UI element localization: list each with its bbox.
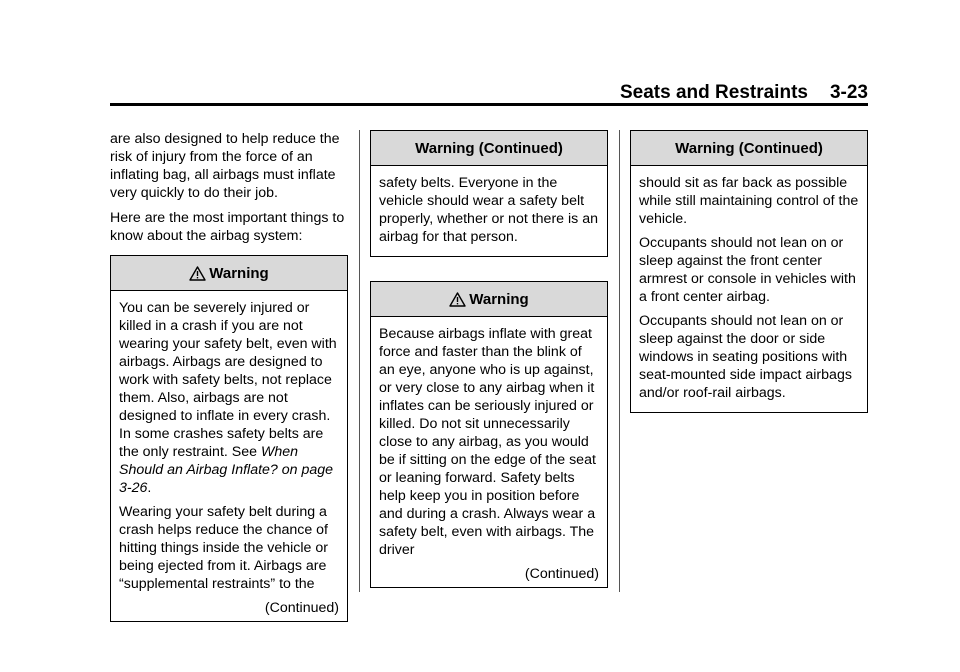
continued-label: (Continued) bbox=[264, 600, 339, 616]
warning-body bbox=[111, 291, 347, 621]
warning-paragraph bbox=[119, 299, 339, 497]
warning-box bbox=[370, 281, 608, 588]
warning-paragraph: Occupants should not lean on or sleep against the door or side windows in seating positions with seat-mounted side impact airbags and/or roof-rail airbags. bbox=[639, 313, 852, 401]
warning-header bbox=[111, 256, 347, 291]
warning-triangle-icon bbox=[449, 285, 466, 321]
warning-continued-box bbox=[630, 130, 868, 413]
warning-paragraph: Because airbags inflate with great force and faster than the blink of an eye, anyone who is up against, or very close to any airbag when it inflates can be seriously injured or killed. Do not sit unnecessarily close to any airbag, as you would be if sitting on the edge of the seat or leaning forward. Safety belts help keep you in position before and during a crash. Always wear a safety belt, even with airbags. The driver bbox=[379, 326, 596, 558]
warning-title: Warning bbox=[469, 291, 529, 308]
warning-title: Warning bbox=[209, 265, 269, 282]
warning-triangle-icon bbox=[189, 259, 206, 295]
warning-paragraph: should sit as far back as possible while still maintaining control of the vehicle. bbox=[639, 175, 859, 227]
cross-reference: When Should an Airbag Inflate? on page 3-26 bbox=[119, 444, 334, 496]
body-paragraph: are also designed to help reduce the risk of injury from the force of an inflating bag, all airbags must inflate very quickly to do their job. bbox=[110, 131, 340, 201]
column-3 bbox=[630, 130, 868, 437]
warning-text-end: . bbox=[147, 480, 152, 496]
warning-paragraph: safety belts. Everyone in the vehicle should wear a safety belt properly, whether or not there is an airbag for that person. bbox=[379, 175, 598, 245]
warning-paragraph: Wearing your safety belt during a crash helps reduce the chance of hitting things inside the vehicle or being ejected from it. Airbags are “supplemental restraints” to the bbox=[119, 504, 329, 592]
warning-header bbox=[371, 282, 607, 317]
page-number: 3-23 bbox=[829, 82, 868, 103]
warning-body bbox=[631, 166, 867, 412]
continued-label: (Continued) bbox=[524, 566, 599, 582]
warning-body bbox=[371, 166, 607, 256]
warning-text: You can be severely injured or killed in a crash if you are not wearing your safety belt, even with airbags. Airbags are designed to work with safety belts, not replace them. Also, airbags are not designed to inflate in every crash. In some crashes safety belts are the only restraint. See bbox=[119, 300, 337, 460]
warning-body bbox=[371, 317, 607, 587]
body-paragraph: Here are the most important things to know about the airbag system: bbox=[110, 210, 345, 244]
warning-header: Warning (Continued) bbox=[371, 131, 607, 166]
warning-box bbox=[110, 255, 348, 622]
column-divider bbox=[619, 130, 620, 592]
column-1 bbox=[110, 130, 348, 646]
section-title: Seats and Restraints bbox=[620, 82, 808, 103]
warning-header: Warning (Continued) bbox=[631, 131, 867, 166]
warning-paragraph: Occupants should not lean on or sleep against the front center armrest or console in vehicles with a front center airbag. bbox=[639, 235, 856, 305]
warning-continued-box bbox=[370, 130, 608, 257]
column-divider bbox=[359, 130, 360, 592]
page-header bbox=[110, 82, 868, 104]
header-rule bbox=[110, 103, 868, 106]
column-2 bbox=[370, 130, 608, 612]
